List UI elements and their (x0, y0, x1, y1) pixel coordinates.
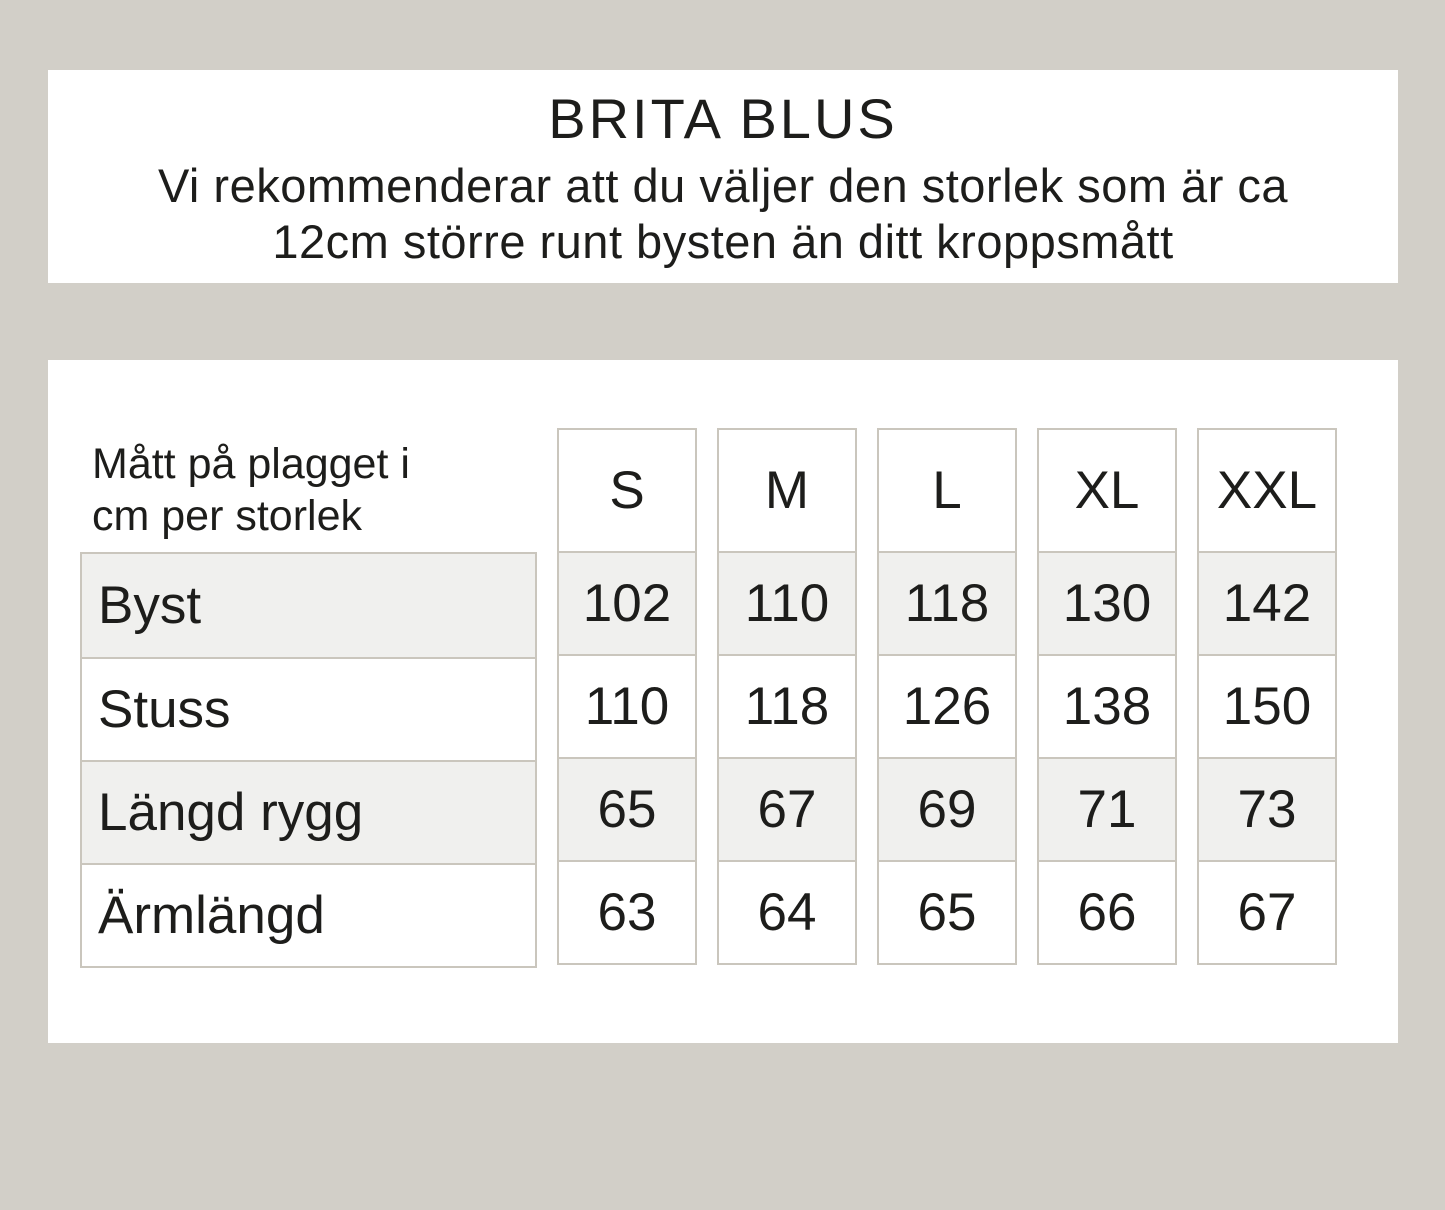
measurement-value-cell: 66 (1039, 860, 1175, 963)
measurement-value-cell: 73 (1199, 757, 1335, 860)
measurement-value-cell: 110 (719, 551, 855, 654)
measurement-value-cell: 63 (559, 860, 695, 963)
size-recommendation-text (48, 158, 1398, 270)
size-column-cells (1037, 428, 1177, 965)
header-panel (48, 70, 1398, 283)
size-column-m (717, 428, 857, 965)
measurement-value-cell: 64 (719, 860, 855, 963)
measurement-label-column (80, 428, 537, 968)
measurement-row-label: Längd rygg (82, 760, 535, 863)
measurement-label-cells (80, 552, 537, 968)
size-header-cell: XXL (1199, 430, 1335, 551)
size-header-cell: XL (1039, 430, 1175, 551)
size-table (80, 428, 1398, 968)
size-column-s (557, 428, 697, 965)
measurement-value-cell: 71 (1039, 757, 1175, 860)
size-column-xxl (1197, 428, 1337, 965)
measurement-value-cell: 67 (1199, 860, 1335, 963)
measurement-value-cell: 142 (1199, 551, 1335, 654)
size-recommendation-line-2: 12cm större runt bysten än ditt kroppsmått (272, 215, 1174, 268)
size-guide-page (0, 70, 1445, 1043)
size-column-cells (717, 428, 857, 965)
measurement-value-cell: 126 (879, 654, 1015, 757)
measurement-value-cell: 118 (879, 551, 1015, 654)
size-column-xl (1037, 428, 1177, 965)
size-column-cells (1197, 428, 1337, 965)
measurement-value-cell: 118 (719, 654, 855, 757)
size-recommendation-line-1: Vi rekommenderar att du väljer den storlek som är ca (157, 159, 1289, 212)
measurement-value-cell: 102 (559, 551, 695, 654)
measurement-row-label: Byst (82, 554, 535, 657)
size-header-cell: S (559, 430, 695, 551)
measurement-value-cell: 138 (1039, 654, 1175, 757)
corner-label-line-1: Mått på plagget i (92, 440, 410, 488)
measurement-row-label: Ärmlängd (82, 863, 535, 966)
corner-label (80, 428, 537, 552)
measurement-value-cell: 65 (559, 757, 695, 860)
corner-label-line-2: cm per storlek (92, 492, 363, 540)
measurement-value-cell: 69 (879, 757, 1015, 860)
measurement-value-cell: 150 (1199, 654, 1335, 757)
measurement-value-cell: 130 (1039, 551, 1175, 654)
size-header-cell: M (719, 430, 855, 551)
measurement-value-cell: 65 (879, 860, 1015, 963)
product-title: BRITA BLUS (548, 87, 898, 150)
size-column-cells (557, 428, 697, 965)
size-header-cell: L (879, 430, 1015, 551)
measurement-value-cell: 110 (559, 654, 695, 757)
measurement-row-label: Stuss (82, 657, 535, 760)
measurement-value-cell: 67 (719, 757, 855, 860)
size-column-l (877, 428, 1017, 965)
size-column-cells (877, 428, 1017, 965)
size-table-panel (48, 360, 1398, 1043)
